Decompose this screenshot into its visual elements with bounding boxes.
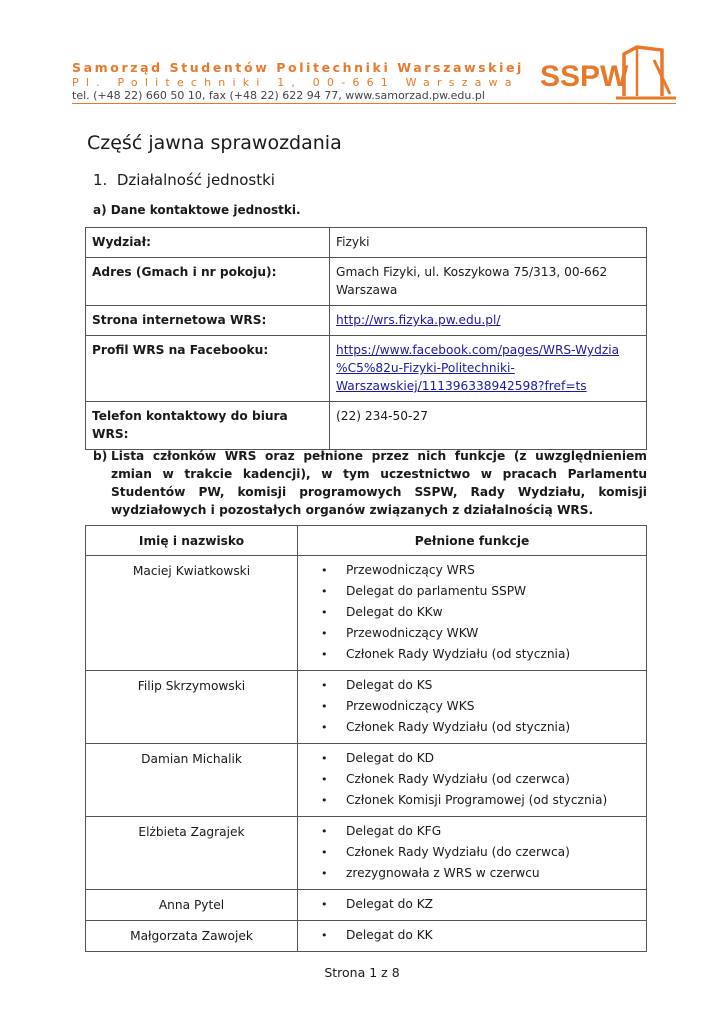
facebook-cell	[330, 336, 647, 402]
list-item: • Przewodniczący WRS	[298, 560, 646, 581]
subsection-b-heading	[93, 447, 647, 519]
list-item: • Członek Rady Wydziału (od czerwca)	[298, 769, 646, 790]
facebook-link-line: Warszawskiej/111396338942598?fref=ts	[336, 379, 587, 393]
address-value: Gmach Fizyki, ul. Koszykowa 75/313, 00-662 Warszawa	[330, 258, 647, 306]
member-name: Filip Skrzymowski	[86, 671, 298, 744]
section-number: 1.	[93, 171, 108, 189]
section-heading	[93, 171, 275, 189]
list-item: • Przewodniczący WKS	[298, 696, 646, 717]
list-item: • Delegat do KK	[298, 925, 646, 946]
list-item: • Członek Komisji Programowej (od stycznia)	[298, 790, 646, 811]
list-item: • zrezygnowała z WRS w czerwcu	[298, 863, 646, 884]
page-number: Strona 1 z 8	[324, 965, 400, 980]
phone-label: Telefon kontaktowy do biura WRS:	[86, 402, 330, 450]
logo-text: SSPW	[540, 60, 629, 93]
table-row	[86, 671, 647, 744]
organization-name: Samorząd Studentów Politechniki Warszawskiej	[72, 60, 524, 75]
table-row	[86, 258, 647, 306]
list-item: • Delegat do KZ	[298, 894, 646, 915]
list-item: • Delegat do parlamentu SSPW	[298, 581, 646, 602]
member-name: Maciej Kwiatkowski	[86, 556, 298, 671]
letterhead	[0, 0, 724, 116]
list-item: • Delegat do KS	[298, 675, 646, 696]
subsection-b-text: Lista członków WRS oraz pełnione przez nich funkcje (z uwzględnieniem zmian w trakcie kadencji), w tym uczestnictwo w pracach Parlamentu Studentów PW, komisji programowych SSPW, Rady Wydziału, komisji wydziałowych i pozostałych organów związanych z działalnością WRS.	[111, 449, 647, 517]
phone-value: (22) 234-50-27	[330, 402, 647, 450]
column-header-name: Imię i nazwisko	[86, 526, 298, 556]
table-row	[86, 556, 647, 671]
list-item: • Przewodniczący WKW	[298, 623, 646, 644]
members-table	[85, 525, 647, 952]
facebook-label: Profil WRS na Facebooku:	[86, 336, 330, 402]
website-label: Strona internetowa WRS:	[86, 306, 330, 336]
column-header-functions: Pełnione funkcje	[298, 526, 647, 556]
subsection-a-text: Dane kontaktowe jednostki.	[110, 203, 301, 217]
table-row	[86, 817, 647, 890]
sspw-logo-icon	[538, 40, 678, 108]
website-link[interactable]: http://wrs.fizyka.pw.edu.pl/	[336, 313, 501, 327]
member-functions	[298, 556, 647, 671]
list-item: • Delegat do KFG	[298, 821, 646, 842]
facebook-link-line: https://www.facebook.com/pages/WRS-Wydzia	[336, 343, 620, 357]
table-row	[86, 336, 647, 402]
list-item: • Delegat do KKw	[298, 602, 646, 623]
member-functions	[298, 921, 647, 952]
list-item: • Delegat do KD	[298, 748, 646, 769]
member-functions	[298, 817, 647, 890]
list-item: • Członek Rady Wydziału (od stycznia)	[298, 717, 646, 738]
organization-contact: tel. (+48 22) 660 50 10, fax (+48 22) 622 94 77, www.samorzad.pw.edu.pl	[72, 89, 485, 102]
table-row	[86, 744, 647, 817]
faculty-value: Fizyki	[330, 228, 647, 258]
subsection-a-label: a)	[93, 203, 107, 217]
contact-info-table	[85, 227, 647, 450]
member-name: Małgorzata Zawojek	[86, 921, 298, 952]
table-row	[86, 228, 647, 258]
section-title: Działalność jednostki	[116, 171, 275, 189]
organization-address: Pl. Politechniki 1, 00-661 Warszawa	[72, 76, 519, 89]
subsection-b-label: b)	[93, 449, 108, 463]
table-row	[86, 890, 647, 921]
table-header-row	[86, 526, 647, 556]
member-name: Elżbieta Zagrajek	[86, 817, 298, 890]
website-cell	[330, 306, 647, 336]
member-functions	[298, 890, 647, 921]
list-item: • Członek Rady Wydziału (do czerwca)	[298, 842, 646, 863]
subsection-a-heading	[93, 203, 301, 217]
member-functions	[298, 671, 647, 744]
member-functions	[298, 744, 647, 817]
table-row	[86, 402, 647, 450]
member-name: Anna Pytel	[86, 890, 298, 921]
member-name: Damian Michalik	[86, 744, 298, 817]
faculty-label: Wydział:	[86, 228, 330, 258]
facebook-link-line: %C5%82u-Fizyki-Politechniki-	[336, 361, 515, 375]
table-row	[86, 306, 647, 336]
table-row	[86, 921, 647, 952]
facebook-link[interactable]	[336, 343, 619, 393]
list-item: • Członek Rady Wydziału (od stycznia)	[298, 644, 646, 665]
address-label: Adres (Gmach i nr pokoju):	[86, 258, 330, 306]
page-title: Część jawna sprawozdania	[87, 132, 342, 154]
